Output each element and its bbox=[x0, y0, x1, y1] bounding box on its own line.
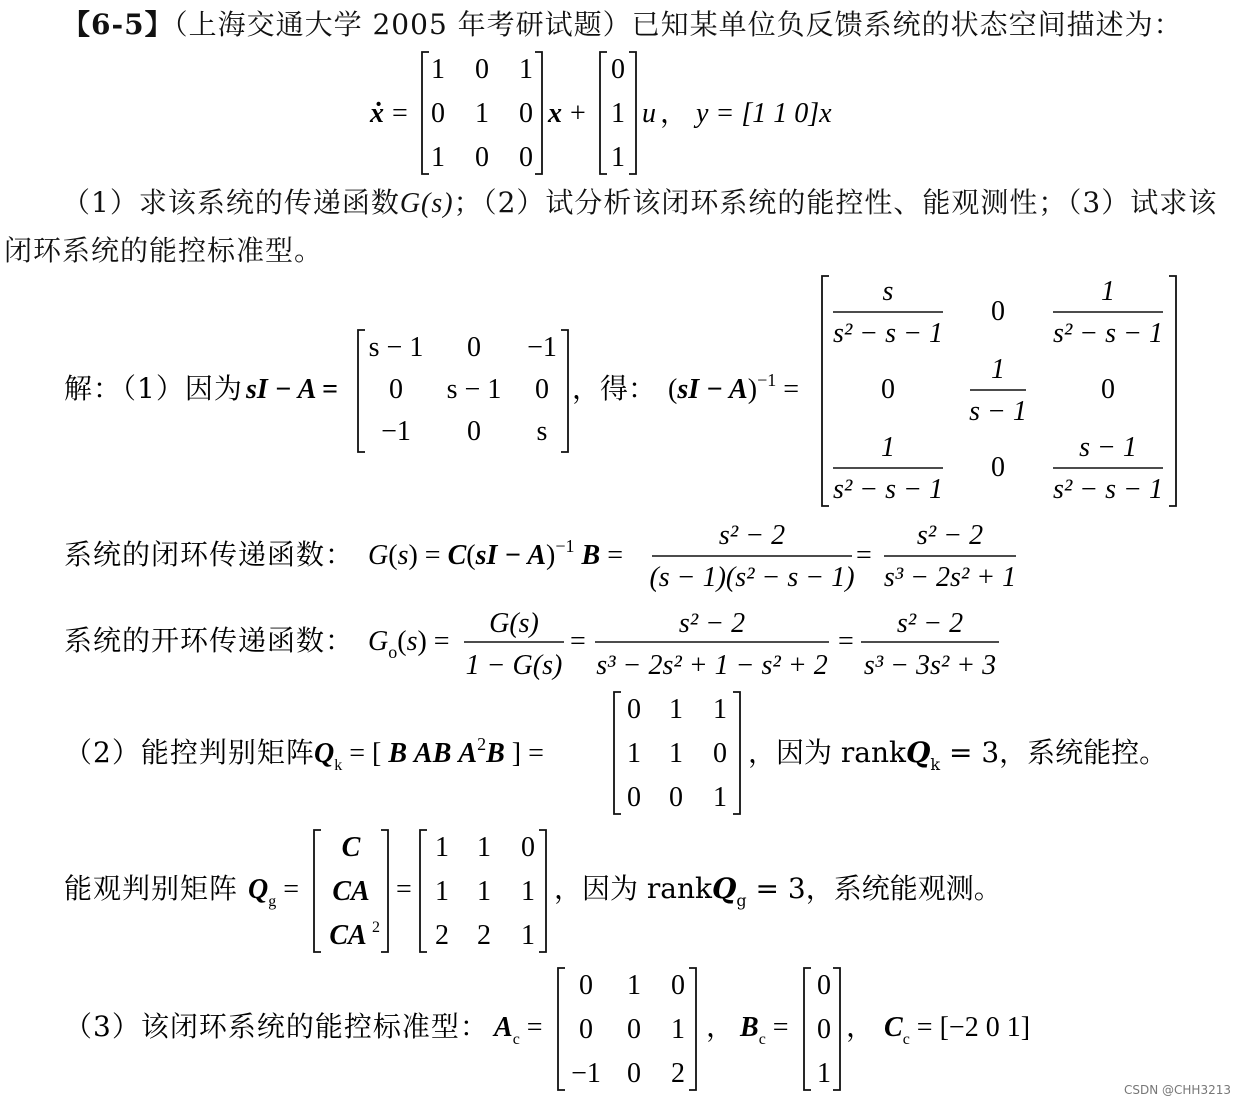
matrix-entry: 0 bbox=[467, 332, 481, 363]
matrix-entry: 0 bbox=[627, 1014, 641, 1045]
plus-sign: + bbox=[570, 98, 586, 129]
sIA-inverse-symbol: (sI − A)$^{-1}$ = bbox=[668, 370, 800, 405]
closed-loop-expression: G(s) = C(sI − A)$^{-1}$ B = bbox=[368, 536, 623, 571]
matrix-sI-minus-A bbox=[358, 330, 568, 452]
Qk-definition: $Q_k$ = [ B AB $A^2B$ ] = bbox=[314, 734, 544, 774]
fraction-denominator: (s − 1)(s² − s − 1) bbox=[649, 562, 855, 593]
matrix-Bc bbox=[804, 968, 840, 1090]
matrix-entry: 0 bbox=[579, 970, 593, 1001]
matrix-entry: s − 1 bbox=[446, 374, 502, 405]
fraction-denominator: s² − s − 1 bbox=[833, 474, 943, 505]
open-frac-1 bbox=[464, 608, 564, 681]
bracket bbox=[733, 692, 740, 814]
matrix-entry: 2 bbox=[671, 1058, 685, 1089]
matrix-entry: 1 bbox=[713, 694, 727, 725]
matrix-entry: 0 bbox=[519, 142, 533, 173]
fraction-numerator: 1 bbox=[991, 354, 1005, 385]
bracket bbox=[535, 52, 542, 174]
matrix-entry: 1 bbox=[477, 876, 491, 907]
open-loop-block bbox=[0, 604, 1245, 688]
matrix-entry: 1 bbox=[671, 1014, 685, 1045]
comma-2: ， bbox=[846, 1012, 875, 1043]
matrix-entry: 2 bbox=[477, 920, 491, 951]
problem-header bbox=[62, 8, 1183, 42]
matrix-entry: 0 bbox=[881, 374, 895, 405]
closed-loop-label: 系统的闭环传递函数： bbox=[64, 538, 355, 571]
controllability-block bbox=[0, 688, 1245, 824]
matrix-entry: −1 bbox=[381, 416, 411, 447]
solution-1-block bbox=[0, 272, 1245, 512]
matrix-entry: 0 bbox=[467, 416, 481, 447]
matrix-entry: 1 bbox=[521, 920, 535, 951]
closed-loop-block bbox=[0, 516, 1245, 600]
matrix-entry: 2 bbox=[435, 920, 449, 951]
matrix-entry: 0 bbox=[579, 1014, 593, 1045]
bracket bbox=[822, 276, 829, 506]
matrix-entry: 0 bbox=[671, 970, 685, 1001]
matrix-entry: 1 bbox=[521, 876, 535, 907]
matrix-entry: 0 bbox=[475, 54, 489, 85]
fraction-numerator: s − 1 bbox=[1079, 432, 1137, 463]
matrix-entry: 0 bbox=[475, 142, 489, 173]
bracket bbox=[629, 52, 636, 174]
matrix-Ac bbox=[558, 968, 696, 1090]
xdot-symbol: ẋ bbox=[370, 98, 384, 129]
bracket bbox=[689, 968, 696, 1090]
bracket bbox=[561, 330, 568, 452]
matrix-entry: 0 bbox=[817, 1014, 831, 1045]
fraction-denominator: s² − s − 1 bbox=[1053, 318, 1163, 349]
matrix-entry: 0 bbox=[389, 374, 403, 405]
matrix-entry: 1 bbox=[431, 142, 445, 173]
matrix-entry: 0 bbox=[627, 1058, 641, 1089]
problem-tag: 【6-5】 bbox=[62, 8, 174, 41]
state-equation bbox=[360, 48, 880, 176]
fraction-denominator: s³ − 2s² + 1 − s² + 2 bbox=[596, 650, 828, 681]
vector-entry-C: C bbox=[341, 832, 361, 863]
Cc-expression: $C_c = [-2$ 0 1] bbox=[884, 1012, 1031, 1048]
matrix-entry: 0 bbox=[713, 738, 727, 769]
fraction-numerator: s² − 2 bbox=[718, 520, 786, 551]
closed-frac-1 bbox=[649, 520, 854, 593]
fraction-denominator: s² − s − 1 bbox=[833, 318, 943, 349]
u-symbol: u bbox=[642, 98, 656, 129]
matrix-entry: 0 bbox=[627, 694, 641, 725]
matrix-entry: 1 bbox=[477, 832, 491, 863]
fraction-numerator: s² − 2 bbox=[916, 520, 984, 551]
matrix-entry: 0 bbox=[521, 832, 535, 863]
question-1-text: （1）求该系统的传递函数 bbox=[62, 186, 400, 219]
fraction-denominator: s³ − 2s² + 1 bbox=[883, 562, 1017, 593]
equals-5: = bbox=[396, 874, 412, 905]
matrix-A bbox=[422, 52, 542, 174]
Qg-symbol: $Q_g$ = bbox=[248, 874, 300, 910]
open-loop-expression: $G_o(s)$ = bbox=[368, 626, 450, 662]
matrix-entry: 0 bbox=[535, 374, 549, 405]
matrix-entry: s − 1 bbox=[368, 332, 424, 363]
question-line-1 bbox=[62, 186, 1217, 221]
observability-label: 能观判别矩阵 bbox=[64, 872, 239, 905]
Bc-symbol: $B_c$ = bbox=[740, 1012, 789, 1048]
fraction-denominator: s³ − 3s² + 3 bbox=[863, 650, 997, 681]
matrix-entry: 1 bbox=[627, 738, 641, 769]
sIA-symbol: sI − A = bbox=[246, 374, 338, 405]
bracket bbox=[804, 968, 811, 1090]
matrix-entry: 1 bbox=[431, 54, 445, 85]
equals-4: = bbox=[838, 626, 854, 657]
observability-conclusion: ，因为 rankQ$_g$ = 3，系统能观测。 bbox=[554, 872, 1002, 910]
fraction-numerator: s bbox=[882, 276, 894, 307]
matrix-entry: 1 bbox=[519, 54, 533, 85]
closed-frac-2 bbox=[884, 520, 1016, 593]
superscript-2: 2 bbox=[372, 919, 380, 936]
controllability-conclusion: ，因为 rankQ$_k$ = 3，系统能控。 bbox=[748, 736, 1168, 774]
vector-entry-CA: CA bbox=[332, 876, 370, 907]
comma-1: ， bbox=[706, 1012, 735, 1043]
matrix-entry: 1 bbox=[611, 98, 625, 129]
output-equation: y = [1 1 0]x bbox=[696, 98, 832, 129]
equals-sign: = bbox=[392, 98, 408, 129]
matrix-entry: 1 bbox=[435, 832, 449, 863]
solution-1-prefix: 解：（1）因为 bbox=[64, 372, 243, 405]
bracket bbox=[558, 968, 565, 1090]
bracket bbox=[539, 830, 546, 952]
bracket bbox=[314, 830, 321, 952]
fraction-numerator: G(s) bbox=[489, 608, 539, 639]
matrix-entry: 1 bbox=[817, 1058, 831, 1089]
matrix-entry: 1 bbox=[611, 142, 625, 173]
de-label: ，得： bbox=[572, 372, 657, 405]
vector-entry-CA2: CA bbox=[329, 920, 367, 951]
bracket bbox=[358, 330, 365, 452]
matrix-entry: 1 bbox=[713, 782, 727, 813]
fraction-numerator: 1 bbox=[881, 432, 895, 463]
matrix-entry: 1 bbox=[669, 738, 683, 769]
matrix-entry: 0 bbox=[519, 98, 533, 129]
matrix-entry: s bbox=[536, 416, 548, 447]
bracket bbox=[833, 968, 840, 1090]
controllability-label: （2）能控判别矩阵 bbox=[64, 736, 315, 769]
question-gs: G(s) bbox=[399, 188, 454, 219]
equals-3: = bbox=[570, 626, 586, 657]
matrix-entry: 1 bbox=[669, 694, 683, 725]
bracket bbox=[422, 52, 429, 174]
fraction-denominator: s² − s − 1 bbox=[1053, 474, 1163, 505]
bracket bbox=[381, 830, 388, 952]
matrix-entry: 0 bbox=[611, 54, 625, 85]
comma: ， bbox=[660, 98, 689, 129]
matrix-entry: 0 bbox=[991, 452, 1005, 483]
matrix-sIA-inverse bbox=[822, 276, 1176, 506]
open-frac-3 bbox=[861, 608, 999, 681]
matrix-C-CA-CA2 bbox=[314, 830, 388, 952]
canonical-form-block bbox=[0, 962, 1245, 1098]
observability-block bbox=[0, 826, 1245, 960]
matrix-Qk bbox=[614, 692, 740, 814]
matrix-entry: 0 bbox=[1101, 374, 1115, 405]
matrix-entry: −1 bbox=[571, 1058, 601, 1089]
x-symbol: x bbox=[548, 98, 562, 129]
fraction-numerator: 1 bbox=[1101, 276, 1115, 307]
matrix-entry: 1 bbox=[627, 970, 641, 1001]
equals-2: = bbox=[856, 540, 872, 571]
question-line-2: 闭环系统的能控标准型。 bbox=[4, 234, 324, 267]
watermark: CSDN @CHH3213 bbox=[1124, 1083, 1231, 1097]
bracket bbox=[420, 830, 427, 952]
matrix-entry: 0 bbox=[627, 782, 641, 813]
matrix-B bbox=[600, 52, 636, 174]
Ac-symbol: $A_c$ = bbox=[494, 1012, 543, 1048]
open-frac-2 bbox=[595, 608, 829, 681]
matrix-entry: 1 bbox=[475, 98, 489, 129]
bracket bbox=[600, 52, 607, 174]
matrix-entry: −1 bbox=[527, 332, 557, 363]
matrix-entry: 0 bbox=[669, 782, 683, 813]
open-loop-label: 系统的开环传递函数： bbox=[64, 624, 355, 657]
matrix-entry: 0 bbox=[817, 970, 831, 1001]
matrix-entry: 1 bbox=[435, 876, 449, 907]
question-1b-text: ；（2）试分析该闭环系统的能控性、能观测性；（3）试求该 bbox=[453, 186, 1218, 219]
fraction-numerator: s² − 2 bbox=[896, 608, 964, 639]
matrix-Qg bbox=[420, 830, 546, 952]
bracket bbox=[614, 692, 621, 814]
canonical-label: （3）该闭环系统的能控标准型： bbox=[64, 1010, 489, 1043]
matrix-entry: 0 bbox=[431, 98, 445, 129]
matrix-entry: 0 bbox=[991, 296, 1005, 327]
fraction-numerator: s² − 2 bbox=[678, 608, 746, 639]
bracket bbox=[1169, 276, 1176, 506]
problem-statement: 已知某单位负反馈系统的状态空间描述为： bbox=[631, 8, 1183, 41]
fraction-denominator: s − 1 bbox=[969, 396, 1027, 427]
fraction-denominator: 1 − G(s) bbox=[465, 650, 563, 681]
problem-source: （上海交通大学 2005 年考研试题） bbox=[173, 8, 632, 41]
